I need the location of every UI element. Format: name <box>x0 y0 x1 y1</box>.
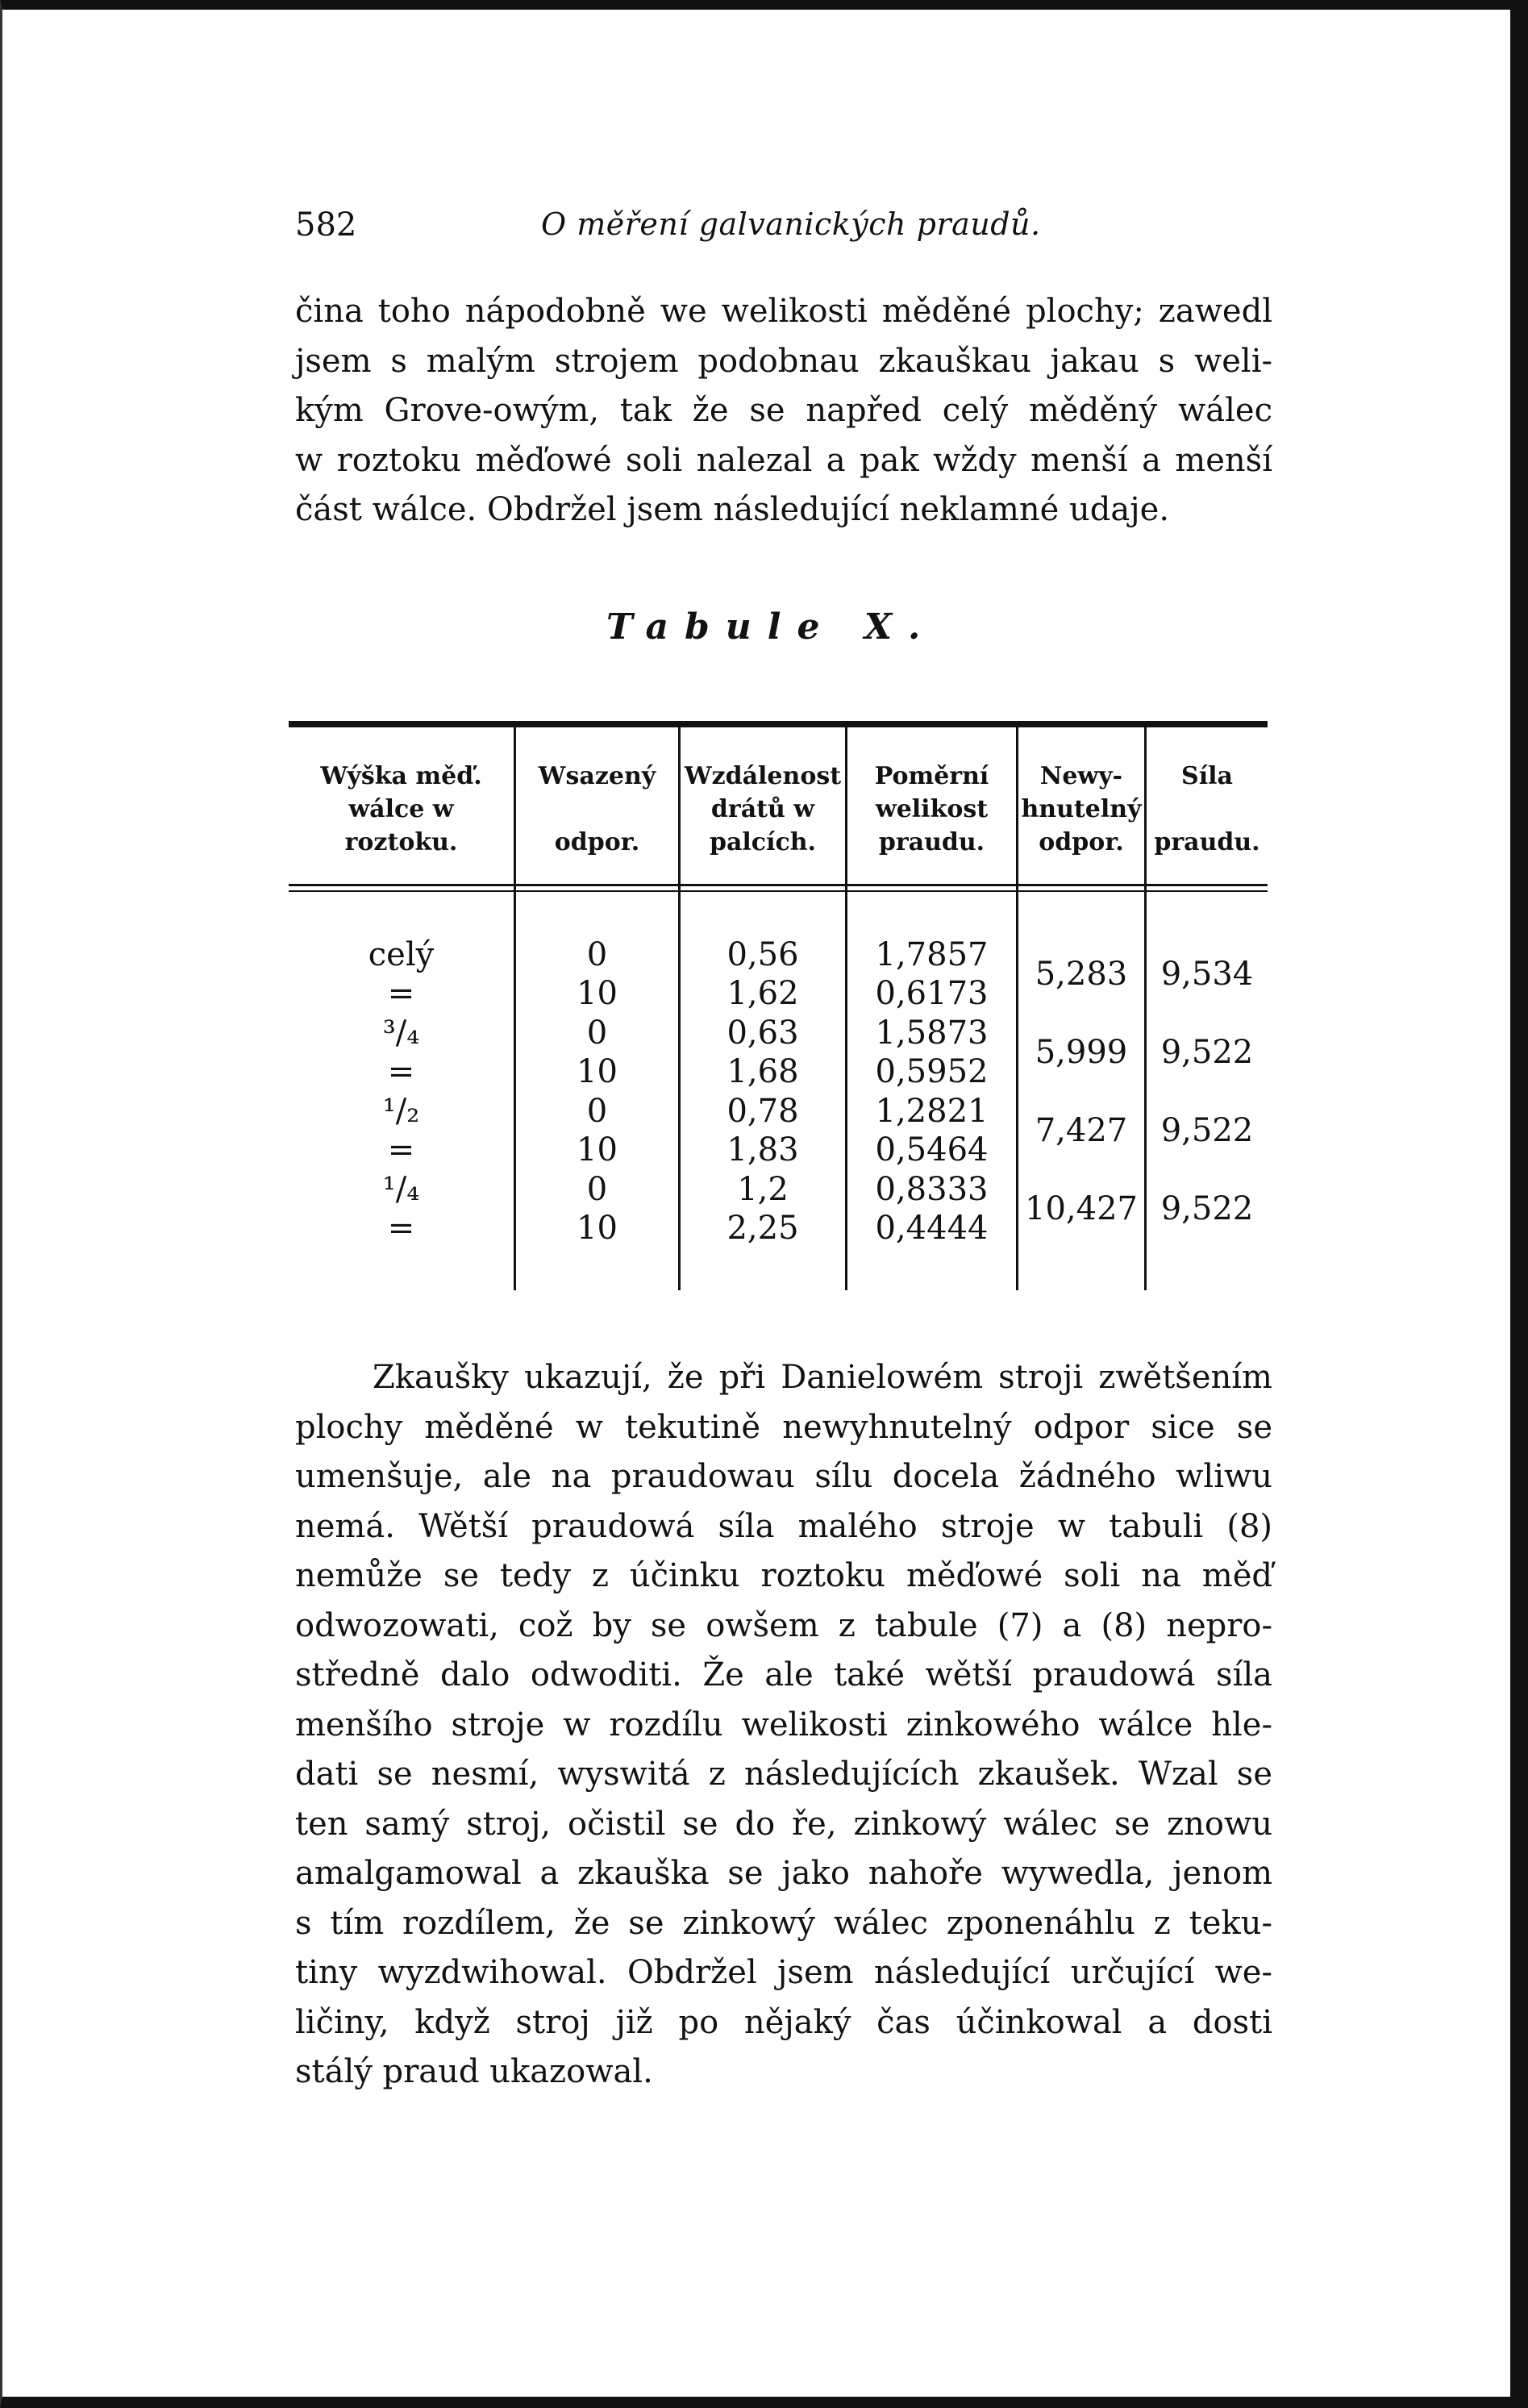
header-line: Wsazený <box>538 762 656 790</box>
column-header-height <box>289 760 514 859</box>
header-line <box>516 793 678 826</box>
table-header-rule <box>289 884 1268 886</box>
text-line: stálý praud ukazowal. <box>295 2053 653 2090</box>
cell-distance: 0,56 <box>727 936 799 973</box>
cell-distance: 0,63 <box>727 1014 799 1052</box>
cell-current-strength: 9,522 <box>1160 1190 1254 1227</box>
text-line: nemá. Wětší praudowá síla malého stroje w tabuli (8) <box>295 1507 1272 1545</box>
text-line: w roztoku měďowé soli nalezal a pak wždy menší a menší <box>295 441 1272 479</box>
cell-height: = <box>387 1053 415 1090</box>
cell-relative: 1,7857 <box>875 936 989 973</box>
text-line: ten samý stroj, očistil se do ře, zinkowý wálec se znowu <box>295 1805 1272 1843</box>
cell-current-strength: 9,522 <box>1160 1112 1254 1149</box>
cell-unmoved-resistance: 10,427 <box>1025 1190 1138 1227</box>
header-line: hnutelný <box>1021 795 1142 823</box>
column-header-distance <box>681 760 845 859</box>
cell-relative: 1,5873 <box>875 1014 989 1052</box>
text-line: dati se nesmí, wyswitá z následujících zkaušek. Wzal se <box>295 1756 1272 1793</box>
text-line: jsem s malým strojem podobnau zkauškau jakau s weli- <box>295 342 1272 380</box>
cell-unmoved-resistance: 5,283 <box>1035 956 1128 993</box>
cell-relative: 1,2821 <box>875 1093 989 1130</box>
table-title: Tabule X. <box>606 606 937 648</box>
text-line: ličiny, když stroj již po nějaký čas účinkowal a dosti <box>295 2003 1272 2041</box>
cell-distance: 1,62 <box>727 975 799 1012</box>
cell-resistance: 0 <box>586 1171 608 1208</box>
running-title: O měření galvanických praudů. <box>541 206 1041 242</box>
cell-resistance: 10 <box>577 975 618 1012</box>
text-line: plochy měděné w tekutině newyhnutelný odpor sice se <box>295 1408 1272 1446</box>
cell-distance: 0,78 <box>727 1093 799 1130</box>
cell-resistance: 0 <box>586 1014 608 1052</box>
header-line: odpor. <box>1039 828 1124 856</box>
cell-unmoved-resistance: 7,427 <box>1035 1112 1128 1149</box>
header-line: praudu. <box>878 828 985 856</box>
header-line: Poměrní <box>874 762 989 790</box>
header-line: Newy- <box>1039 762 1123 790</box>
paragraph-conclusion <box>295 1353 1272 2098</box>
page-header <box>295 206 1282 255</box>
column-header-resistance <box>516 760 678 859</box>
cell-resistance: 10 <box>577 1131 618 1169</box>
header-line: praudu. <box>1154 828 1260 856</box>
cell-distance: 2,25 <box>727 1210 799 1247</box>
header-line: Wýška měď. <box>320 762 482 790</box>
header-line: drátů w <box>710 795 815 823</box>
cell-height: celý <box>368 936 435 973</box>
cell-height: ¹/₂ <box>382 1093 420 1130</box>
text-line: část wálce. Obdržel jsem následující neklamné udaje. <box>295 491 1170 528</box>
column-header-relative <box>847 760 1016 859</box>
header-line: Síla <box>1181 762 1233 790</box>
column-header-strength <box>1147 760 1268 859</box>
paragraph-intro <box>295 287 1272 535</box>
header-line: wálce w <box>348 795 454 823</box>
cell-height: ¹/₄ <box>382 1171 420 1208</box>
text-line: nemůže se tedy z účinku roztoku měďowé soli na měď <box>295 1557 1272 1594</box>
cell-unmoved-resistance: 5,999 <box>1035 1034 1128 1071</box>
text-line: amalgamowal a zkauška se jako nahoře wywedla, jenom <box>295 1855 1272 1892</box>
cell-distance: 1,2 <box>737 1171 789 1208</box>
header-line: welikost <box>875 795 989 823</box>
cell-resistance: 0 <box>586 936 608 973</box>
cell-relative: 0,6173 <box>875 975 989 1012</box>
cell-resistance: 10 <box>577 1210 618 1247</box>
cell-height: = <box>387 1210 415 1247</box>
cell-current-strength: 9,522 <box>1160 1034 1254 1071</box>
table-header-rule <box>289 890 1268 892</box>
header-line <box>1147 793 1268 826</box>
text-line: umenšuje, ale na praudowau sílu docela žádného wliwu <box>295 1458 1272 1495</box>
cell-distance: 1,83 <box>727 1131 799 1169</box>
text-line: středně dalo odwoditi. Že ale také wětší praudowá síla <box>295 1656 1272 1694</box>
cell-relative: 0,4444 <box>875 1210 989 1247</box>
cell-distance: 1,68 <box>727 1053 799 1090</box>
cell-relative: 0,5464 <box>875 1131 989 1169</box>
cell-relative: 0,8333 <box>875 1171 989 1208</box>
cell-relative: 0,5952 <box>875 1053 989 1090</box>
cell-height: = <box>387 975 415 1012</box>
text-line: čina toho nápodobně we welikosti měděné plochy; zawedl <box>295 293 1272 330</box>
cell-height: ³/₄ <box>382 1014 420 1052</box>
cell-resistance: 10 <box>577 1053 618 1090</box>
header-line: roztoku. <box>344 828 458 856</box>
header-line: odpor. <box>554 828 640 856</box>
text-line: menšího stroje w rozdílu welikosti zinkowého wálce hle- <box>295 1706 1272 1744</box>
text-line: odwozowati, což by se owšem z tabule (7) a (8) nepro- <box>295 1606 1272 1644</box>
text-line: kým Grove-owým, tak že se napřed celý měděný wálec <box>295 392 1272 429</box>
table-top-rule <box>289 721 1268 727</box>
text-line: tiny wyzdwihowal. Obdržel jsem následující určující we- <box>295 1954 1272 1991</box>
header-line: palcích. <box>710 828 816 856</box>
column-header-unmoved <box>1018 760 1144 859</box>
cell-resistance: 0 <box>586 1093 608 1130</box>
data-table <box>289 721 1268 1290</box>
cell-height: = <box>387 1131 415 1169</box>
text-line: Zkaušky ukazují, že při Danielowém stroji zwětšením <box>373 1359 1272 1396</box>
page-number: 582 <box>295 206 357 244</box>
header-line: Wzdálenost <box>684 762 842 790</box>
text-line: s tím rozdílem, že se zinkowý wálec zponenáhlu z teku- <box>295 1904 1272 1942</box>
cell-current-strength: 9,534 <box>1160 956 1254 993</box>
